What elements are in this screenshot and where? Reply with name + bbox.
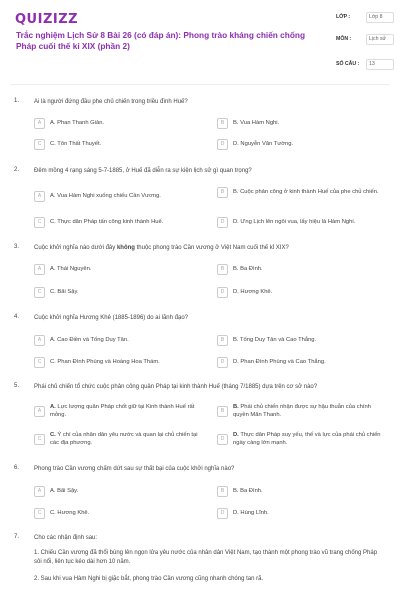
- option-letter-badge: C: [34, 217, 45, 228]
- option-text: [50, 432, 204, 447]
- option-letter-badge: A: [34, 264, 45, 275]
- answer-option-d[interactable]: [217, 432, 387, 447]
- answer-option-a[interactable]: [34, 404, 204, 419]
- worksheet-meta: [336, 12, 394, 73]
- option-text: [233, 432, 387, 447]
- option-letter-badge: C: [34, 357, 45, 368]
- question-number: 7.: [14, 534, 20, 540]
- question-text-part: Cuộc khởi nghĩa nào dưới đây: [34, 245, 117, 251]
- question-text: [34, 244, 384, 252]
- answer-option-d[interactable]: [217, 139, 387, 150]
- answer-option-c[interactable]: [34, 432, 204, 447]
- worksheet-header: [0, 0, 400, 84]
- option-letter-badge: D: [217, 139, 228, 150]
- option-letter-badge: C: [34, 434, 45, 445]
- question-text: Phong trào Cần vương chấm dứt sau sự thất bại của cuộc khởi nghĩa nào?: [34, 466, 235, 472]
- option-letter-badge: A: [34, 335, 45, 346]
- answer-option-c[interactable]: [34, 217, 204, 228]
- question-number: 6.: [14, 465, 20, 471]
- option-text: [233, 404, 387, 419]
- option-letter-badge: A: [34, 406, 45, 417]
- option-letter-badge: A: [34, 191, 45, 202]
- answer-option-d[interactable]: [217, 287, 387, 298]
- option-letter-badge: C: [34, 508, 45, 519]
- option-text: C. Phan Đình Phùng và Hoàng Hoa Thám.: [50, 358, 160, 365]
- question-count-value: 13: [366, 59, 394, 70]
- option-text: A. Bãi Sậy.: [50, 487, 79, 494]
- option-text: C. Tôn Thất Thuyết.: [50, 140, 102, 147]
- option-text: C. Thực dân Pháp tấn công kinh thành Huế.: [50, 218, 164, 225]
- option-letter-badge: B: [217, 118, 228, 129]
- option-text: [50, 404, 204, 419]
- option-letter-badge: B: [217, 187, 228, 198]
- question-text: Đêm mồng 4 rạng sáng 5-7-1885, ở Huế đã diễn ra sự kiện lịch sử gì quan trọng?: [34, 168, 252, 174]
- option-body: Phái chủ chiến nhận được sự hậu thuẫn của chính quyền Mãn Thanh.: [233, 404, 371, 418]
- option-letter-badge: B: [217, 486, 228, 497]
- subject-value: Lịch sử: [366, 34, 394, 45]
- answer-option-c[interactable]: [34, 357, 204, 368]
- option-prefix: B.: [233, 404, 239, 410]
- option-text: D. Hùng Lĩnh.: [233, 509, 269, 516]
- option-prefix: C.: [50, 432, 56, 438]
- answer-option-c[interactable]: [34, 287, 204, 298]
- answer-option-d[interactable]: [217, 508, 387, 519]
- answer-option-a[interactable]: [34, 335, 204, 346]
- answer-option-b[interactable]: [217, 486, 387, 497]
- option-text: D. Ưng Lịch lên ngôi vua, lấy hiệu là Hàm Nghi.: [233, 218, 356, 225]
- option-text: B. Tống Duy Tân và Cao Thắng.: [233, 336, 317, 343]
- option-text: D. Nguyễn Văn Tường.: [233, 140, 294, 147]
- answer-option-c[interactable]: [34, 508, 204, 519]
- answer-option-b[interactable]: [217, 335, 387, 346]
- question-text: Cho các nhận định sau:: [34, 535, 98, 541]
- option-text: A. Cao Điền và Tống Duy Tân.: [50, 336, 129, 343]
- option-body: Lực lượng quân Pháp chốt giữ tại Kinh thành Huế rất mỏng.: [50, 404, 195, 418]
- option-letter-badge: A: [34, 118, 45, 129]
- option-text: B. Vua Hàm Nghi.: [233, 119, 280, 126]
- option-letter-badge: D: [217, 508, 228, 519]
- option-letter-badge: B: [217, 335, 228, 346]
- quizizz-logo[interactable]: QUIZIZZ: [15, 12, 79, 27]
- option-letter-badge: C: [34, 287, 45, 298]
- answer-option-b[interactable]: [217, 118, 387, 129]
- option-text: A. Phan Thanh Giản.: [50, 119, 105, 126]
- answer-option-c[interactable]: [34, 139, 204, 150]
- answer-option-d[interactable]: [217, 217, 387, 228]
- option-text: B. Ba Đình.: [233, 265, 263, 272]
- answer-option-d[interactable]: [217, 357, 387, 368]
- question-number: 4.: [14, 314, 20, 320]
- question-emphasis: không: [116, 245, 135, 251]
- option-letter-badge: B: [217, 264, 228, 275]
- answer-option-a[interactable]: [34, 118, 204, 129]
- option-prefix: A.: [50, 404, 56, 410]
- answer-option-b[interactable]: [217, 264, 387, 275]
- option-letter-badge: A: [34, 486, 45, 497]
- question-number: 5.: [14, 383, 20, 389]
- question-number: 1.: [14, 98, 20, 104]
- option-letter-badge: B: [217, 406, 228, 417]
- option-text: D. Hương Khê.: [233, 288, 273, 295]
- answer-option-b[interactable]: [217, 187, 387, 198]
- answer-option-b[interactable]: [217, 404, 387, 419]
- option-body: Ý chí của nhân dân yêu nước và quan lại chủ chiến tại các địa phương.: [50, 432, 198, 446]
- question-text: Cuộc khởi nghĩa Hương Khê (1885-1896) do ai lãnh đạo?: [34, 315, 188, 321]
- question-text-part: thuộc phong trào Cần vương ở Việt Nam cuối thế kỉ XIX?: [134, 245, 289, 251]
- question-text: Phái chủ chiến tổ chức cuộc phản công quân Pháp tại kinh thành Huế (tháng 7/1885) dựa trên cơ sở nào?: [34, 384, 318, 390]
- option-text: B. Ba Đình.: [233, 487, 263, 494]
- question-count-label: SỐ CÂU :: [336, 61, 360, 67]
- option-letter-badge: D: [217, 434, 228, 445]
- option-letter-badge: D: [217, 217, 228, 228]
- question-text: Ai là người đứng đầu phe chủ chiến trong triều đình Huế?: [34, 99, 188, 105]
- option-letter-badge: D: [217, 287, 228, 298]
- grade-label: LỚP :: [336, 14, 351, 20]
- option-prefix: D.: [233, 432, 239, 438]
- option-text: A. Vua Hàm Nghi xuống chiếu Cần Vương.: [50, 192, 161, 199]
- answer-option-a[interactable]: [34, 191, 204, 202]
- statement-1: 1. Chiếu Cần vương đã thổi bùng lên ngọn lửa yêu nước của nhân dân Việt Nam, tạo thành một phong trào vũ trang chống Pháp sôi nổi, liên tục kéo dài hơn 10 năm.: [34, 550, 378, 565]
- header-divider: [10, 84, 390, 85]
- option-text: A. Thái Nguyên.: [50, 265, 92, 272]
- option-letter-badge: D: [217, 357, 228, 368]
- option-letter-badge: C: [34, 139, 45, 150]
- answer-option-a[interactable]: [34, 264, 204, 275]
- option-text: C. Bãi Sậy.: [50, 288, 79, 295]
- question-number: 3.: [14, 244, 20, 250]
- statement-2: 2. Sau khi vua Hàm Nghi bị giặc bắt, phong trào Cần vương cũng nhanh chóng tan rã.: [34, 576, 264, 582]
- worksheet-title: Trắc nghiệm Lịch Sử 8 Bài 26 (có đáp án): Phong trào kháng chiến chống Pháp cuối thế kỉ XIX (phần 2): [16, 30, 306, 51]
- option-text: C. Hương Khê.: [50, 509, 90, 516]
- grade-value: Lớp 8: [366, 12, 394, 23]
- answer-option-a[interactable]: [34, 486, 204, 497]
- option-text: D. Phan Đình Phùng và Cao Thắng.: [233, 358, 326, 365]
- option-text: B. Cuộc phản công ở kinh thành Huế của phe chủ chiến.: [233, 188, 379, 195]
- option-body: Thực dân Pháp suy yếu, thế và lực của phái chủ chiến ngày càng lớn mạnh.: [233, 432, 381, 446]
- subject-label: MÔN :: [336, 36, 352, 42]
- question-number: 2.: [14, 167, 20, 173]
